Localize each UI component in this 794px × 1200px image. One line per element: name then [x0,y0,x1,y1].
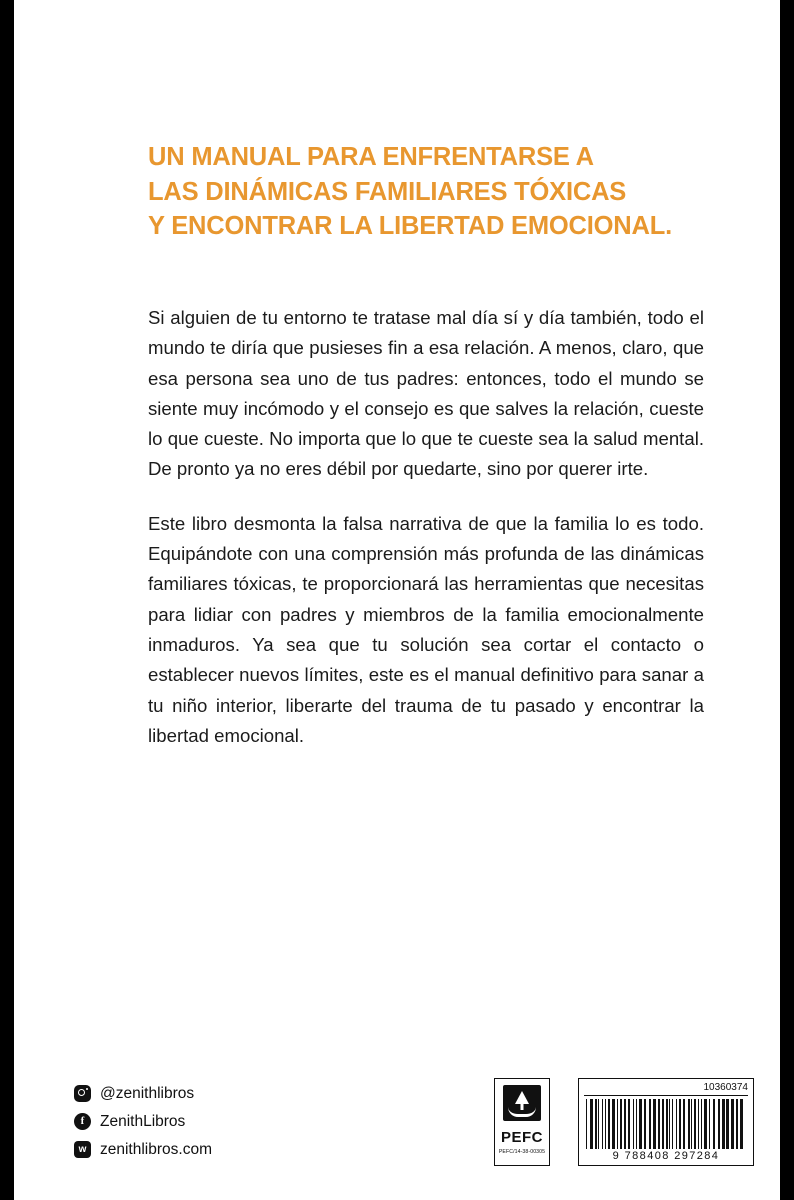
barcode-block [578,1078,754,1166]
cover-footer [28,1030,766,1200]
social-links [74,1082,212,1162]
headline-line-2: LAS DINÁMICAS FAMILIARES TÓXICAS [148,177,627,206]
instagram-handle: @zenithlibros [100,1084,195,1102]
blurb-text [148,303,704,751]
social-item-instagram[interactable] [74,1082,212,1106]
cover-sheet [28,0,766,1200]
facebook-icon: f [74,1113,91,1130]
pefc-name: PEFC [500,1129,543,1146]
social-item-facebook[interactable] [74,1110,212,1134]
website-icon: w [74,1141,91,1158]
headline [148,140,686,244]
instagram-icon [74,1085,91,1102]
blurb-paragraph-2: Este libro desmonta la falsa narrativa de que la familia lo es todo. Equipándote con una comprensión más profunda de las dinámicas familiares tóxicas, te proporcionará las herramientas que necesitas para lidiar con padres y miembros de la familia emocionalmente inmaduros. Ya sea que tu solución sea cortar el contacto o establecer nuevos límites, este es el manual definitivo para sanar a tu niño interior, liberarte del trauma de tu pasado y encontrar la libertad emocional. [148,512,704,746]
pefc-code: PEFC/14-38-00305 [498,1149,546,1155]
pefc-tree-icon [503,1085,541,1121]
headline-line-1: UN MANUAL PARA ENFRENTARSE A [148,143,594,171]
barcode-top-number: 10360374 [584,1082,748,1096]
pefc-mark-area [495,1079,549,1127]
barcode-isbn-digits: 9 788408 297284 [612,1150,720,1162]
social-item-website[interactable] [74,1138,212,1162]
headline-line-3: Y ENCONTRAR LA LIBERTAD EMOCIONAL. [148,212,672,241]
barcode-bars [586,1099,746,1149]
pefc-logo [494,1078,550,1166]
website-url: zenithlibros.com [100,1140,212,1158]
blurb-paragraph-1: Si alguien de tu entorno te tratase mal día sí y día también, todo el mundo te diría que pusieses fin a esa relación. A menos, claro, que esa persona sea uno de tus padres: entonces, todo el mundo se siente muy incómodo y el consejo es que salves la relación, cueste lo que cueste. No importa que lo que te cueste sea la salud mental. De pronto ya no eres débil por quedarte, sino por querer irte. [148,307,704,480]
facebook-handle: ZenithLibros [100,1112,186,1130]
